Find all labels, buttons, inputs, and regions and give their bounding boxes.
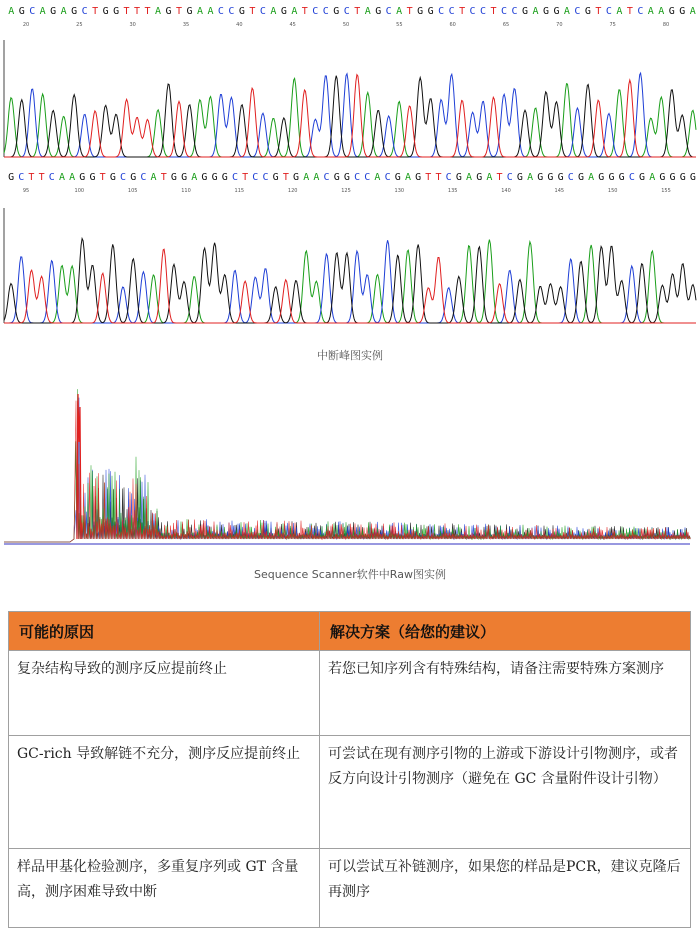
base-call-letter: G xyxy=(598,172,605,183)
base-call-letter: T xyxy=(38,172,45,183)
table-cell-solution: 可以尝试互补链测序，如果您的样品是PCR，建议克隆后再测序 xyxy=(320,849,691,928)
base-call-letter: G xyxy=(211,172,218,183)
table-row xyxy=(9,849,691,928)
base-call-letter: C xyxy=(140,172,147,183)
base-call-letter: T xyxy=(406,6,413,17)
header-solution: 解决方案（给您的建议） xyxy=(320,612,691,651)
base-call-letter: A xyxy=(374,172,381,183)
base-call-letter: C xyxy=(605,6,612,17)
base-call-letter: G xyxy=(186,6,193,17)
base-call-letter: G xyxy=(89,172,96,183)
base-call-letter: G xyxy=(668,6,675,17)
base-call-letter: G xyxy=(333,6,340,17)
base-call-letter: G xyxy=(679,6,686,17)
base-call-letter: G xyxy=(415,172,422,183)
base-call-letter: G xyxy=(521,6,529,17)
position-label: 135 xyxy=(447,188,458,194)
position-label: 70 xyxy=(556,22,563,28)
position-label: 65 xyxy=(502,22,510,28)
base-call-letter: T xyxy=(123,6,130,17)
base-call-letter: A xyxy=(303,172,310,183)
base-call-letter: G xyxy=(537,172,544,183)
base-call-letter: A xyxy=(658,6,665,17)
base-call-letter: C xyxy=(364,172,371,183)
position-label: 105 xyxy=(127,188,138,194)
base-call-letter: A xyxy=(69,172,76,183)
base-call-letter: T xyxy=(459,6,466,17)
base-call-letter: G xyxy=(553,6,560,17)
base-call-letter: G xyxy=(689,172,696,183)
base-call-letter: A xyxy=(616,6,623,17)
base-call-letter: A xyxy=(466,172,473,183)
base-call-letter: C xyxy=(574,6,581,17)
base-call-letter: A xyxy=(486,172,493,183)
position-label: 155 xyxy=(661,188,671,194)
base-call-letter: C xyxy=(438,6,445,17)
position-label: 45 xyxy=(289,22,296,28)
table-cell-cause: 样品甲基化检验测序，多重复序列或 GT 含量高，测序困难导致中断 xyxy=(9,849,320,928)
base-call-letter: G xyxy=(584,6,591,17)
position-label: 110 xyxy=(181,188,191,194)
table-row xyxy=(9,736,691,849)
base-call-letter: C xyxy=(120,172,127,183)
base-call-letter: A xyxy=(396,6,403,17)
base-call-letter: T xyxy=(175,6,183,17)
base-call-letter: C xyxy=(312,6,319,17)
position-label: 40 xyxy=(236,22,243,28)
base-call-letter: A xyxy=(196,6,203,17)
position-label: 120 xyxy=(287,188,298,194)
position-label: 25 xyxy=(76,22,83,28)
base-call-letter: T xyxy=(134,6,141,17)
base-call-letter: C xyxy=(501,6,508,17)
position-label: 35 xyxy=(182,22,190,28)
chromatogram-caption: 中断峰图实例 xyxy=(317,349,383,362)
base-call-letter: G xyxy=(71,6,78,17)
base-call-letter: A xyxy=(60,6,67,17)
base-call-letter: C xyxy=(259,6,266,17)
base-call-letter: G xyxy=(170,172,177,183)
position-label: 115 xyxy=(234,188,245,194)
base-call-letter: T xyxy=(435,172,442,183)
base-call-letter: G xyxy=(343,172,350,183)
base-call-letter: A xyxy=(588,172,595,183)
base-call-letter: G xyxy=(201,172,208,183)
table-header-row xyxy=(9,612,691,651)
base-call-letter: G xyxy=(577,172,584,183)
base-call-letter: G xyxy=(272,172,279,183)
base-call-letter: T xyxy=(425,172,432,183)
base-call-letter: G xyxy=(165,6,172,17)
base-call-letter: G xyxy=(608,172,615,183)
base-call-letter: C xyxy=(81,6,88,17)
base-call-letter: G xyxy=(557,172,564,183)
base-call-letter: A xyxy=(649,172,656,183)
base-call-letter: T xyxy=(160,172,167,183)
base-call-letter: A xyxy=(689,6,696,17)
base-call-letter: A xyxy=(404,172,411,183)
base-call-letter: T xyxy=(28,172,35,183)
raw-trace-plot xyxy=(0,382,700,550)
base-call-letter: G xyxy=(280,6,287,17)
table-cell-solution: 若您已知序列含有特殊结构，请备注需要特殊方案测序 xyxy=(320,651,691,736)
base-call-letter: C xyxy=(29,6,36,17)
base-call-letter: A xyxy=(532,6,539,17)
base-call-letter: G xyxy=(476,172,483,183)
base-call-letter: C xyxy=(567,172,574,183)
table-cell-cause: 复杂结构导致的测序反应提前终止 xyxy=(9,651,320,736)
base-call-letter: G xyxy=(221,172,228,183)
table-cell-solution: 可尝试在现有测序引物的上游或下游设计引物测序，或者反方向设计引物测序（避免在 GC 含量附件设计引物） xyxy=(320,736,691,849)
position-label: 55 xyxy=(396,22,403,28)
causes-table xyxy=(8,611,691,928)
base-call-letter: C xyxy=(48,172,55,183)
base-call-letter: T xyxy=(92,6,99,17)
base-call-letter: T xyxy=(282,172,289,183)
base-call-letter: C xyxy=(252,172,259,183)
base-call-letter: A xyxy=(207,6,214,17)
position-label: 125 xyxy=(341,188,351,194)
base-call-letter: G xyxy=(417,6,424,17)
base-call-letter: G xyxy=(238,6,245,17)
base-call-letter: G xyxy=(375,6,382,17)
base-call-letter: A xyxy=(39,6,46,17)
base-call-letter: A xyxy=(270,6,277,17)
base-call-letter: G xyxy=(455,172,462,183)
base-call-letter: G xyxy=(639,172,646,183)
base-call-letter: T xyxy=(496,172,503,183)
base-call-letter: C xyxy=(262,172,269,183)
base-call-letter: G xyxy=(8,172,15,183)
position-label: 145 xyxy=(554,188,565,194)
base-call-letter: A xyxy=(8,6,15,17)
position-label: 150 xyxy=(607,188,618,194)
base-call-letter: G xyxy=(669,172,676,183)
base-call-letter: C xyxy=(323,172,330,183)
base-call-letter: G xyxy=(18,6,25,17)
base-call-letter: T xyxy=(144,6,151,17)
base-call-letter: G xyxy=(130,172,137,183)
base-call-letter: A xyxy=(191,172,198,183)
base-call-letter: A xyxy=(313,172,320,183)
position-label: 60 xyxy=(449,22,456,28)
base-call-letter: G xyxy=(547,172,554,183)
base-call-letter: C xyxy=(217,6,224,17)
raw-caption: Sequence Scanner软件中Raw图实例 xyxy=(254,568,446,581)
table-cell-cause: GC-rich 导致解链不充分，测序反应提前终止 xyxy=(9,736,320,849)
position-label: 100 xyxy=(74,188,85,194)
base-call-letter: C xyxy=(385,6,392,17)
base-call-letter: T xyxy=(626,6,633,17)
base-call-letter: G xyxy=(333,172,340,183)
base-call-letter: A xyxy=(563,6,570,17)
base-call-letter: G xyxy=(394,172,401,183)
chromatogram-top xyxy=(0,0,700,165)
base-call-letter: A xyxy=(155,6,162,17)
position-label: 95 xyxy=(22,188,30,194)
base-call-letter: G xyxy=(181,172,188,183)
base-call-letter: C xyxy=(445,172,452,183)
base-call-letter: C xyxy=(506,172,513,183)
base-call-letter: A xyxy=(58,172,65,183)
trace-G xyxy=(4,76,696,157)
base-call-letter: A xyxy=(647,6,654,17)
base-call-letter: C xyxy=(480,6,487,17)
base-call-letter: C xyxy=(628,172,635,183)
base-call-letter: G xyxy=(109,172,116,183)
base-call-letter: T xyxy=(301,6,308,17)
position-label: 50 xyxy=(342,22,350,28)
base-call-letter: T xyxy=(242,172,249,183)
base-call-letter: C xyxy=(231,172,238,183)
header-cause: 可能的原因 xyxy=(9,612,320,651)
position-label: 20 xyxy=(22,22,30,28)
base-call-letter: G xyxy=(516,172,523,183)
base-call-letter: T xyxy=(354,6,361,17)
base-call-letter: C xyxy=(448,6,455,17)
base-call-letter: C xyxy=(228,6,235,17)
base-call-letter: C xyxy=(354,172,361,183)
base-call-letter: G xyxy=(659,172,666,183)
position-label: 80 xyxy=(662,22,670,28)
position-label: 140 xyxy=(501,188,511,194)
base-call-letter: C xyxy=(322,6,329,17)
base-call-letter: A xyxy=(291,6,298,17)
base-call-letter: G xyxy=(293,172,300,183)
base-call-letter: T xyxy=(595,6,602,17)
base-call-letter: G xyxy=(542,6,549,17)
position-label: 130 xyxy=(394,188,405,194)
table-row xyxy=(9,651,691,736)
position-label: 30 xyxy=(129,22,136,28)
position-label: 75 xyxy=(609,22,616,28)
chromatogram-bottom xyxy=(0,168,700,330)
raw-trace xyxy=(0,382,700,550)
base-call-letter: T xyxy=(99,172,106,183)
base-call-letter: A xyxy=(150,172,157,183)
base-call-letter: C xyxy=(511,6,518,17)
base-call-letter: A xyxy=(527,172,534,183)
chromatogram-top-plot xyxy=(0,0,700,165)
base-call-letter: C xyxy=(637,6,644,17)
base-call-letter: C xyxy=(384,172,391,183)
base-call-letter: G xyxy=(113,6,120,17)
raw-trace-line xyxy=(4,389,690,542)
base-call-letter: G xyxy=(102,6,109,17)
chromatogram-bottom-plot xyxy=(0,168,700,330)
base-call-letter: T xyxy=(249,6,256,17)
base-call-letter: C xyxy=(18,172,25,183)
base-call-letter: A xyxy=(364,6,371,17)
base-call-letter: G xyxy=(79,172,86,183)
base-call-letter: G xyxy=(679,172,686,183)
base-call-letter: G xyxy=(427,6,434,17)
base-call-letter: G xyxy=(50,6,57,17)
base-call-letter: G xyxy=(618,172,625,183)
base-call-letter: C xyxy=(343,6,350,17)
base-call-letter: T xyxy=(490,6,497,17)
base-call-letter: C xyxy=(469,6,476,17)
